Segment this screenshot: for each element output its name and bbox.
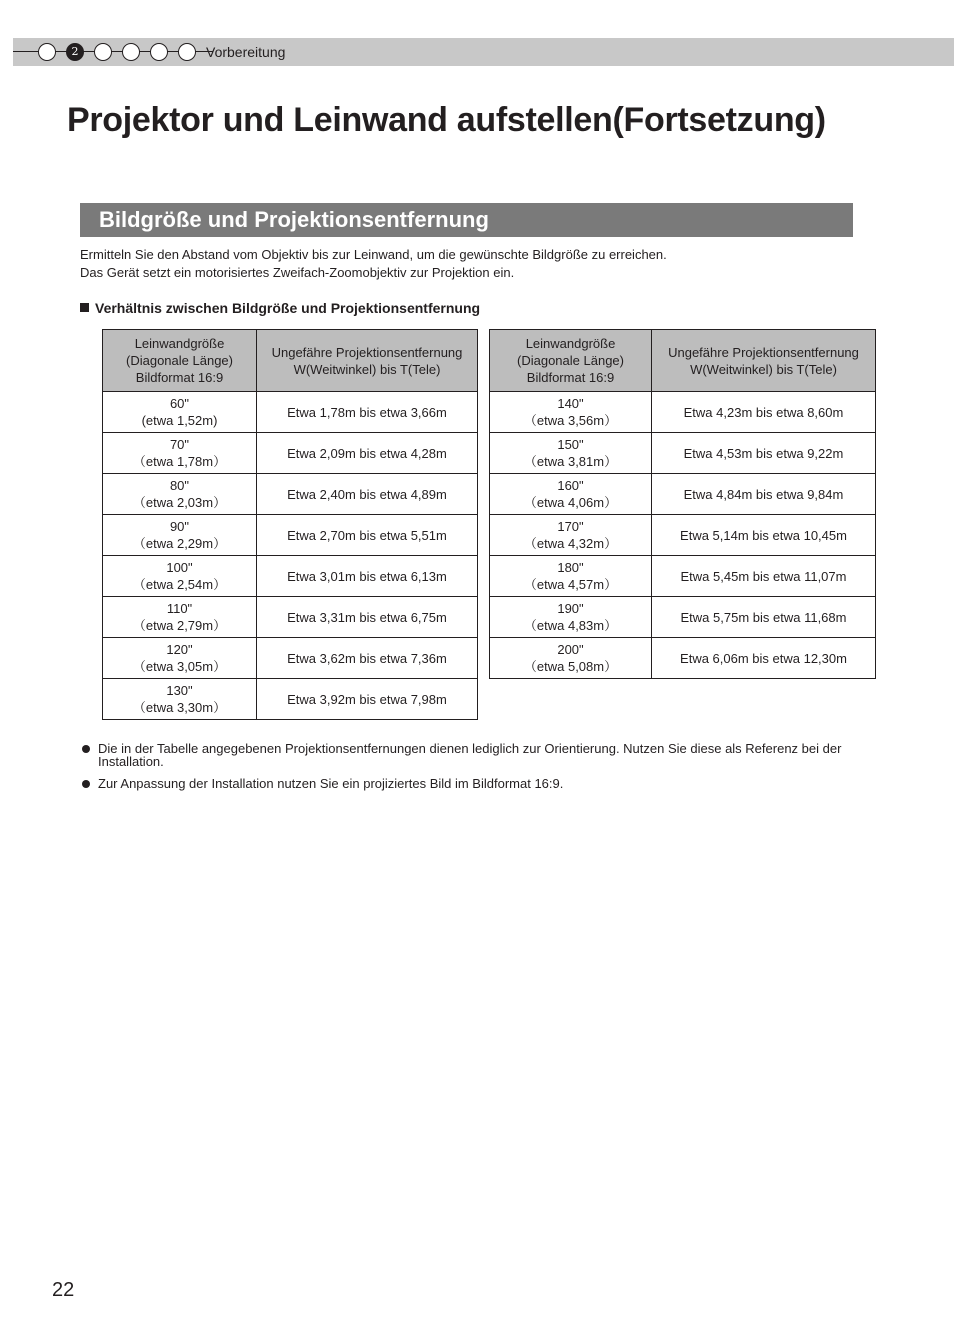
distance-cell: Etwa 3,01m bis etwa 6,13m [257, 556, 478, 597]
distance-cell: Etwa 4,84m bis etwa 9,84m [652, 474, 876, 515]
step-circle-2-active: 2 [66, 43, 84, 61]
size-inches: 80" [169, 478, 190, 493]
distance-table-left [102, 329, 478, 720]
size-metric: （etwa 3,56m） [523, 413, 618, 428]
size-metric: （etwa 3,81m） [523, 454, 618, 469]
distance-cell: Etwa 2,09m bis etwa 4,28m [257, 433, 478, 474]
screen-size-cell [103, 679, 257, 720]
chapter-step-indicator [38, 43, 196, 61]
distance-cell: Etwa 5,75m bis etwa 11,68m [652, 597, 876, 638]
size-metric: （etwa 4,57m） [523, 577, 618, 592]
screen-size-cell [490, 433, 652, 474]
step-circle-5 [150, 43, 168, 61]
screen-size-cell [490, 474, 652, 515]
size-metric: （etwa 2,03m） [132, 495, 227, 510]
screen-size-cell [103, 392, 257, 433]
distance-cell: Etwa 1,78m bis etwa 3,66m [257, 392, 478, 433]
table-row [103, 638, 478, 679]
page-title: Projektor und Leinwand aufstellen(Fortsetzung) [67, 101, 826, 139]
screen-size-cell [103, 474, 257, 515]
screen-size-cell [490, 556, 652, 597]
step-circle-3 [94, 43, 112, 61]
size-metric: （etwa 3,05m） [132, 659, 227, 674]
table-row [103, 597, 478, 638]
header-projection-distance: Ungefähre Projektionsentfernung W(Weitwinkel) bis T(Tele) [652, 330, 876, 392]
size-inches: 170" [557, 519, 584, 534]
table-heading [80, 299, 480, 317]
distance-cell: Etwa 2,40m bis etwa 4,89m [257, 474, 478, 515]
distance-cell: Etwa 3,92m bis etwa 7,98m [257, 679, 478, 720]
bullet-icon [82, 745, 90, 753]
size-inches: 150" [557, 437, 584, 452]
table-row [103, 474, 478, 515]
table-row [490, 515, 876, 556]
screen-size-cell [490, 597, 652, 638]
note-item: Die in der Tabelle angegebenen Projektionsentfernungen dienen lediglich zur Orientierung. Nutzen Sie diese als Referenz bei der Installation. [80, 742, 860, 768]
size-inches: 70" [169, 437, 190, 452]
header-screen-size: Leinwandgröße (Diagonale Länge) Bildformat 16:9 [103, 330, 257, 392]
screen-size-cell [103, 638, 257, 679]
screen-size-cell [490, 392, 652, 433]
distance-cell: Etwa 5,45m bis etwa 11,07m [652, 556, 876, 597]
table-row [103, 433, 478, 474]
size-metric: （etwa 4,32m） [523, 536, 618, 551]
size-metric: （etwa 2,54m） [132, 577, 227, 592]
size-inches: 200" [557, 642, 584, 657]
intro-line: Ermitteln Sie den Abstand vom Objektiv bis zur Leinwand, um die gewünschte Bildgröße zu erreichen. [80, 247, 667, 262]
screen-size-cell [103, 597, 257, 638]
step-circle-1 [38, 43, 56, 61]
size-metric: （etwa 4,06m） [523, 495, 618, 510]
header-screen-size: Leinwandgröße (Diagonale Länge) Bildformat 16:9 [490, 330, 652, 392]
table-row [103, 515, 478, 556]
step-circle-4 [122, 43, 140, 61]
size-inches: 60" [169, 396, 190, 411]
size-inches: 190" [557, 601, 584, 616]
size-inches: 130" [166, 683, 193, 698]
notes-list [80, 742, 860, 799]
subheading: Bildgröße und Projektionsentfernung [99, 207, 489, 232]
distance-table-right [489, 329, 876, 679]
distance-cell: Etwa 4,53m bis etwa 9,22m [652, 433, 876, 474]
size-inches: 120" [166, 642, 193, 657]
size-metric: （etwa 3,30m） [132, 700, 227, 715]
table-heading-text: Verhältnis zwischen Bildgröße und Projektionsentfernung [95, 300, 481, 316]
screen-size-cell [490, 638, 652, 679]
table-row [490, 433, 876, 474]
distance-cell: Etwa 6,06m bis etwa 12,30m [652, 638, 876, 679]
size-inches: 180" [557, 560, 584, 575]
intro-text [80, 246, 870, 282]
page-number: 22 [52, 1279, 75, 1301]
screen-size-cell [490, 515, 652, 556]
table-row [103, 679, 478, 720]
table-row [490, 597, 876, 638]
distance-cell: Etwa 3,62m bis etwa 7,36m [257, 638, 478, 679]
distance-cell: Etwa 4,23m bis etwa 8,60m [652, 392, 876, 433]
table-row [490, 474, 876, 515]
distance-cell: Etwa 3,31m bis etwa 6,75m [257, 597, 478, 638]
size-metric: （etwa 2,29m） [132, 536, 227, 551]
screen-size-cell [103, 515, 257, 556]
table-row [490, 556, 876, 597]
distance-cell: Etwa 5,14m bis etwa 10,45m [652, 515, 876, 556]
table-row [103, 556, 478, 597]
square-bullet-icon [80, 303, 89, 312]
subheading-bar [80, 203, 853, 237]
size-metric: (etwa 1,52m) [141, 413, 218, 428]
step-circle-6 [178, 43, 196, 61]
size-inches: 140" [557, 396, 584, 411]
section-label: Vorbereitung [206, 44, 286, 60]
table-row [490, 638, 876, 679]
header-projection-distance: Ungefähre Projektionsentfernung W(Weitwinkel) bis T(Tele) [257, 330, 478, 392]
size-inches: 100" [166, 560, 193, 575]
size-metric: （etwa 5,08m） [523, 659, 618, 674]
size-inches: 90" [169, 519, 190, 534]
size-metric: （etwa 2,79m） [132, 618, 227, 633]
distance-cell: Etwa 2,70m bis etwa 5,51m [257, 515, 478, 556]
size-metric: （etwa 4,83m） [523, 618, 618, 633]
table-row [103, 392, 478, 433]
size-inches: 110" [166, 601, 193, 616]
bullet-icon [82, 780, 90, 788]
table-row [490, 392, 876, 433]
intro-line: Das Gerät setzt ein motorisiertes Zweifach-Zoomobjektiv zur Projektion ein. [80, 265, 515, 280]
note-item: Zur Anpassung der Installation nutzen Sie ein projiziertes Bild im Bildformat 16:9. [80, 777, 860, 790]
screen-size-cell [103, 433, 257, 474]
size-inches: 160" [557, 478, 584, 493]
screen-size-cell [103, 556, 257, 597]
size-metric: （etwa 1,78m） [132, 454, 227, 469]
